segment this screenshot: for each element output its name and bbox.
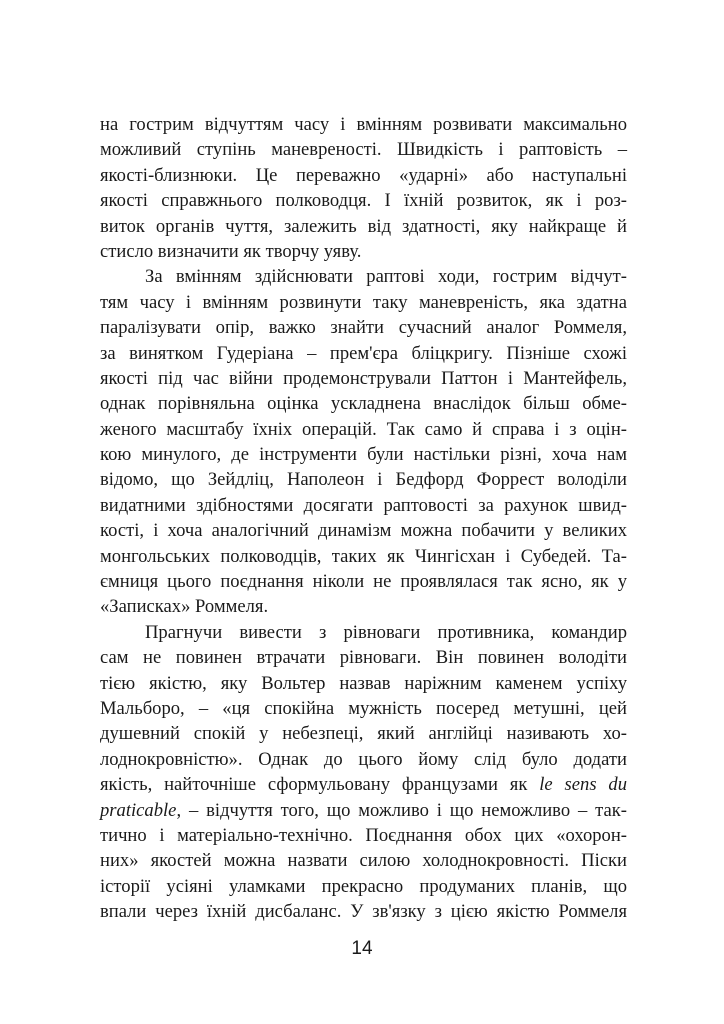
text-line: Прагнучи вивести з рівноваги противника, командир xyxy=(145,621,627,643)
text-line: однак порівняльна оцінка ускладнена внаслідок більш обме- xyxy=(100,393,627,415)
text-line: тям часу і вмінням розвинути таку маневреність, яка здатна xyxy=(100,291,627,313)
text-line: за винятком Гудеріана – прем'єра бліцкригу. Пізніше схожі xyxy=(100,342,627,364)
text-line: якості-близнюки. Це переважно «ударні» або наступальні xyxy=(100,164,627,186)
text-line: якості справжнього полководця. І їхній розвиток, як і роз- xyxy=(100,190,627,212)
text-line: них» якостей можна назвати силою холоднокровності. Піски xyxy=(100,850,627,872)
text-line: відомо, що Зейдліц, Наполеон і Бедфорд Форрест володіли xyxy=(100,469,627,491)
text-line: «Записках» Роммеля. xyxy=(100,596,269,618)
text-line: монгольських полководців, таких як Чингісхан і Субедей. Та- xyxy=(100,545,627,567)
text-line: паралізувати опір, важко знайти сучасний аналог Роммеля, xyxy=(100,317,627,339)
text-line: сам не повинен втрачати рівноваги. Він повинен володіти xyxy=(100,647,627,669)
text-line: лоднокровністю». Однак до цього йому слід було додати xyxy=(100,748,627,770)
text-line: можливий ступінь маневреності. Швидкість і раптовість – xyxy=(100,139,627,161)
text-line: Мальборо, – «ця спокійна мужність посеред метушні, цей xyxy=(100,697,627,719)
text-line: За вмінням здійснювати раптові ходи, гострим відчут- xyxy=(145,266,627,288)
text-line xyxy=(100,798,627,823)
text-line: тією якістю, яку Вольтер назвав наріжним каменем успіху xyxy=(100,672,627,694)
text-line: женого масштабу їхніх операцій. Так само й справа і з оцін- xyxy=(100,418,627,440)
text-line: кості, і хоча аналогічний динамізм можна побачити у великих xyxy=(100,520,627,542)
text-segment: якість, найточніше сформульовану французами як xyxy=(100,774,528,796)
text-line: тично і матеріально-технічно. Поєднання обох цих «охорон- xyxy=(100,824,627,846)
text-line: кою минулого, де інструменти були настільки різні, хоча нам xyxy=(100,444,627,466)
text-line: якості під час війни продемонстрували Паттон і Мантейфель, xyxy=(100,367,627,389)
text-line: стисло визначити як творчу уяву. xyxy=(100,240,362,262)
body-text xyxy=(100,112,627,925)
text-line: ємниця цього поєднання ніколи не проявлялася так ясно, як у xyxy=(100,571,627,593)
text-line: на гострим відчуттям часу і вмінням розвивати максимально xyxy=(100,114,627,135)
text-line: впали через їхній дисбаланс. У зв'язку з цією якістю Роммеля xyxy=(100,901,627,923)
text-line: історії усіяні уламками прекрасно продуманих планів, що xyxy=(100,875,627,897)
page-number: 14 xyxy=(351,938,373,959)
text-line: душевний спокій у небезпеці, який англійці називають хо- xyxy=(100,723,627,745)
italic-phrase: praticable xyxy=(100,799,177,821)
text-segment: , – відчуття того, що можливо і що неможливо – так- xyxy=(176,799,627,821)
text-line: виток органів чуття, залежить від здатності, яку найкраще й xyxy=(100,215,627,237)
text-line: видатними здібностями досягати раптовості за рахунок швид- xyxy=(100,494,627,516)
italic-phrase: le sens du xyxy=(539,774,627,796)
text-line xyxy=(100,772,627,797)
